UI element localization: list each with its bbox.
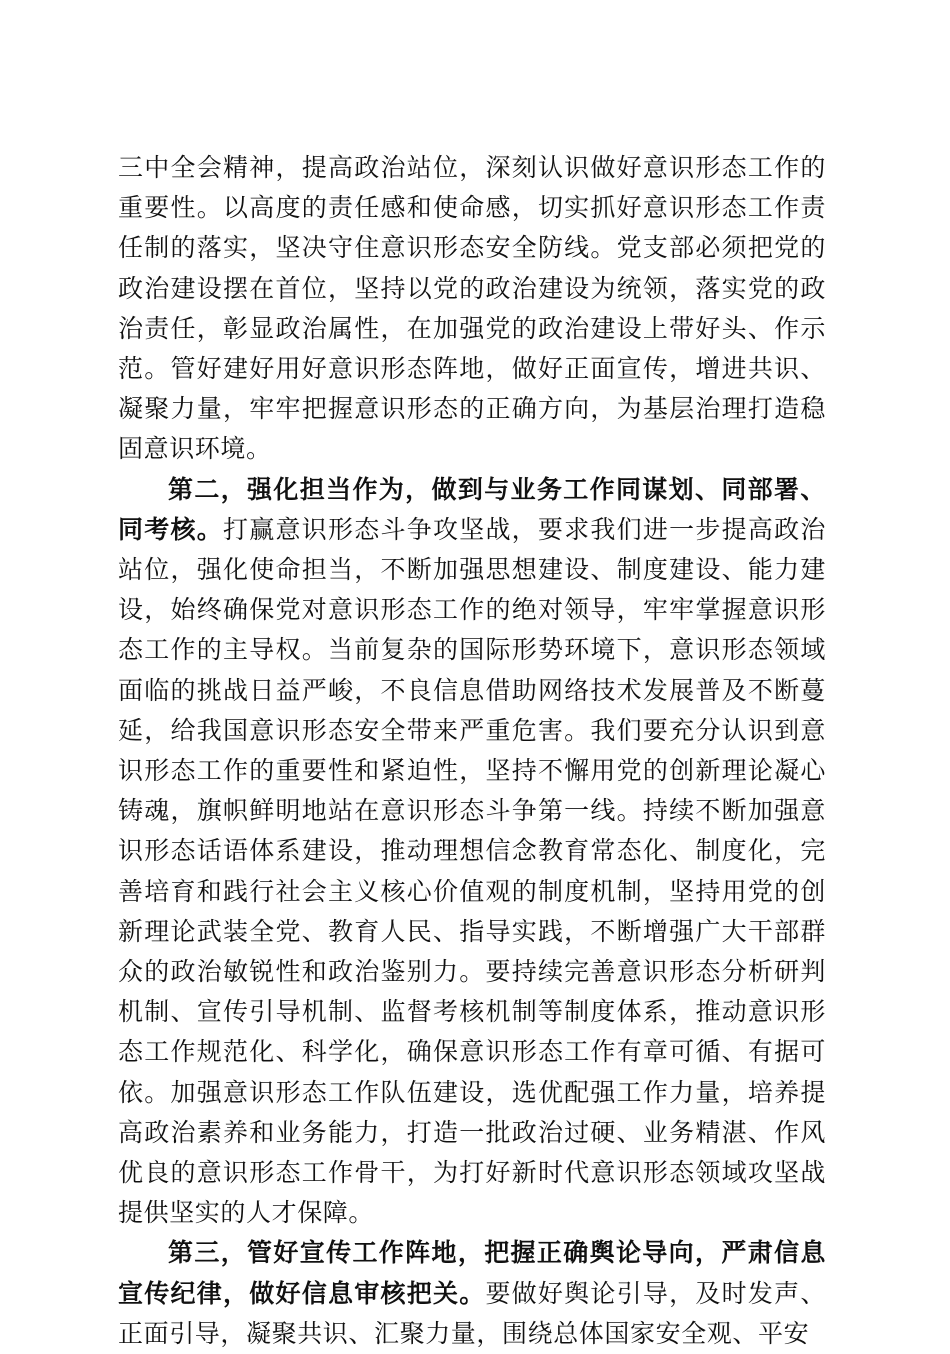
paragraph-2-body: 打赢意识形态斗争攻坚战，要求我们进一步提高政治站位，强化使命担当，不断加强思想建设、制度建设、能力建设，始终确保党对意识形态工作的绝对领导，牢牢掌握意识形态工作的主导权。当前复杂的国际形势环境下，意识形态领域面临的挑战日益严峻，不良信息借助网络技术发展普及不断蔓延，给我国意识形态安全带来严重危害。我们要充分认识到意识形态工作的重要性和紧迫性，坚持不懈用党的创新理论凝心铸魂，旗帜鲜明地站在意识形态斗争第一线。持续不断加强意识形态话语体系建设，推动理想信念教育常态化、制度化，完善培育和践行社会主义核心价值观的制度机制，坚持用党的创新理论武装全党、教育人民、指导实践，不断增强广大干部群众的政治敏锐性和政治鉴别力。要持续完善意识形态分析研判机制、宣传引导机制、监督考核机制等制度体系，推动意识形态工作规范化、科学化，确保意识形态工作有章可循、有据可依。加强意识形态工作队伍建设，选优配强工作力量，培养提高政治素养和业务能力，打造一批政治过硬、业务精湛、作风优良的意识形态工作骨干，为打好新时代意识形态领域攻坚战提供坚实的人才保障。: [118, 514, 826, 1228]
paragraph-2: [118, 470, 826, 1234]
paragraph-1-body: 三中全会精神，提高政治站位，深刻认识做好意识形态工作的重要性。以高度的责任感和使命感，切实抓好意识形态工作责任制的落实，坚决守住意识形态安全防线。党支部必须把党的政治建设摆在首位，坚持以党的政治建设为统领，落实党的政治责任，彰显政治属性，在加强党的政治建设上带好头、作示范。管好建好用好意识形态阵地，做好正面宣传，增进共识、凝聚力量，牢牢把握意识形态的正确方向，为基层治理打造稳固意识环境。: [118, 153, 826, 464]
paragraph-2-lead: 第二，强化担当作为，做到与业务工作同谋划、同部署、同考核。: [118, 474, 826, 544]
paragraph-3-body: 要做好舆论引导，及时发声、正面引导，凝聚共识、汇聚力量，围绕总体国家安全观、平安: [118, 1278, 826, 1348]
document-page: [118, 148, 826, 1354]
paragraph-3-lead: 第三，管好宣传工作阵地，把握正确舆论导向，严肃信息宣传纪律，做好信息审核把关。: [118, 1238, 826, 1308]
paragraph-3: [118, 1233, 826, 1354]
paragraph-1: [118, 148, 826, 470]
